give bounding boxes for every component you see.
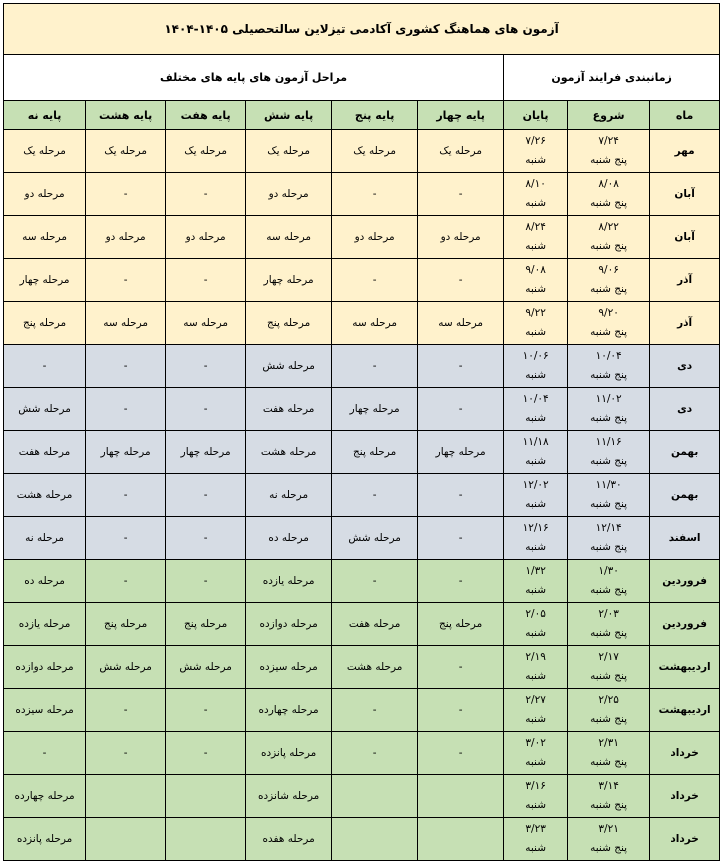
stage-cell-g7: -	[166, 474, 246, 517]
table-row	[4, 732, 720, 775]
stage-cell-g4: -	[418, 259, 504, 302]
start-day: پنج شنبه	[590, 412, 628, 424]
schedule-table	[3, 3, 720, 861]
month-cell: دی	[650, 388, 720, 431]
end-cell	[504, 517, 568, 560]
stage-cell-g7: مرحله سه	[166, 302, 246, 345]
stage-cell-g6: مرحله سیزده	[246, 646, 332, 689]
stage-cell-g8: -	[86, 689, 166, 732]
end-day: شنبه	[525, 799, 546, 811]
table-row	[4, 560, 720, 603]
table-row	[4, 646, 720, 689]
end-cell	[504, 560, 568, 603]
stage-cell-g4: مرحله پنج	[418, 603, 504, 646]
start-date: ۲/۲۵	[598, 694, 619, 706]
start-cell	[568, 388, 650, 431]
stage-cell-g5: -	[332, 173, 418, 216]
section-schedule-header: زمانبندی فرایند آزمون	[504, 55, 720, 101]
month-cell: خرداد	[650, 775, 720, 818]
table-row	[4, 345, 720, 388]
stage-cell-g5: -	[332, 345, 418, 388]
end-cell	[504, 818, 568, 861]
stage-cell-g5: -	[332, 560, 418, 603]
end-date: ۱۲/۰۲	[522, 479, 549, 491]
stage-cell-g8	[86, 818, 166, 861]
start-day: پنج شنبه	[590, 154, 628, 166]
stage-cell-g6: مرحله هفت	[246, 388, 332, 431]
table-row	[4, 130, 720, 173]
month-cell: خرداد	[650, 732, 720, 775]
table-row	[4, 259, 720, 302]
stage-cell-g6: مرحله یازده	[246, 560, 332, 603]
start-cell	[568, 517, 650, 560]
stage-cell-g7: -	[166, 689, 246, 732]
stage-cell-g8: -	[86, 474, 166, 517]
stage-cell-g8: -	[86, 173, 166, 216]
end-day: شنبه	[525, 756, 546, 768]
stage-cell-g4: مرحله سه	[418, 302, 504, 345]
month-cell: فروردین	[650, 603, 720, 646]
start-cell	[568, 259, 650, 302]
stage-cell-g6: مرحله چهارده	[246, 689, 332, 732]
end-date: ۱۲/۱۶	[522, 522, 549, 534]
stage-cell-g4	[418, 818, 504, 861]
stage-cell-g4: -	[418, 646, 504, 689]
stage-cell-g6: مرحله چهار	[246, 259, 332, 302]
stage-cell-g6: مرحله پانزده	[246, 732, 332, 775]
stage-cell-g9: مرحله دو	[4, 173, 86, 216]
end-day: شنبه	[525, 197, 546, 209]
end-cell	[504, 646, 568, 689]
stage-cell-g7: -	[166, 345, 246, 388]
stage-cell-g7: -	[166, 173, 246, 216]
stage-cell-g5: مرحله سه	[332, 302, 418, 345]
stage-cell-g5: مرحله شش	[332, 517, 418, 560]
stage-cell-g5: مرحله هشت	[332, 646, 418, 689]
stage-cell-g7: -	[166, 388, 246, 431]
end-day: شنبه	[525, 584, 546, 596]
stage-cell-g6: مرحله دوازده	[246, 603, 332, 646]
stage-cell-g9: مرحله پنج	[4, 302, 86, 345]
start-cell	[568, 818, 650, 861]
start-cell	[568, 474, 650, 517]
stage-cell-g7	[166, 818, 246, 861]
stage-cell-g5: مرحله هفت	[332, 603, 418, 646]
end-date: ۹/۲۲	[525, 307, 546, 319]
start-day: پنج شنبه	[590, 283, 628, 295]
stage-cell-g8: مرحله دو	[86, 216, 166, 259]
start-date: ۹/۲۰	[598, 307, 619, 319]
month-cell: آبان	[650, 216, 720, 259]
stage-cell-g6: مرحله شانزده	[246, 775, 332, 818]
stage-cell-g4: -	[418, 474, 504, 517]
stage-cell-g9: -	[4, 732, 86, 775]
stage-cell-g4: -	[418, 517, 504, 560]
stage-cell-g4: مرحله چهار	[418, 431, 504, 474]
end-date: ۳/۲۳	[525, 823, 546, 835]
table-row	[4, 173, 720, 216]
stage-cell-g6: مرحله شش	[246, 345, 332, 388]
month-cell: اردیبهشت	[650, 646, 720, 689]
end-date: ۳/۰۲	[525, 737, 546, 749]
stage-cell-g8: -	[86, 259, 166, 302]
stage-cell-g9: مرحله یک	[4, 130, 86, 173]
start-cell	[568, 345, 650, 388]
stage-cell-g9: مرحله شش	[4, 388, 86, 431]
table-row	[4, 603, 720, 646]
end-cell	[504, 216, 568, 259]
end-cell	[504, 775, 568, 818]
stage-cell-g4: -	[418, 560, 504, 603]
stage-cell-g8: مرحله پنج	[86, 603, 166, 646]
stage-cell-g5: -	[332, 259, 418, 302]
section-stages-header: مراحل آزمون های پایه های مختلف	[4, 55, 504, 101]
end-day: شنبه	[525, 541, 546, 553]
stage-cell-g7: مرحله دو	[166, 216, 246, 259]
col-header-grade-8: پایه هشت	[86, 101, 166, 130]
stage-cell-g4: -	[418, 345, 504, 388]
start-day: پنج شنبه	[590, 713, 628, 725]
col-header-grade-7: پایه هفت	[166, 101, 246, 130]
stage-cell-g8: -	[86, 517, 166, 560]
stage-cell-g9: مرحله پانزده	[4, 818, 86, 861]
start-date: ۱۲/۱۴	[595, 522, 622, 534]
table-row	[4, 689, 720, 732]
start-cell	[568, 732, 650, 775]
stage-cell-g8: -	[86, 732, 166, 775]
col-header-end: پایان	[504, 101, 568, 130]
end-date: ۲/۲۷	[525, 694, 546, 706]
start-date: ۸/۰۸	[598, 178, 619, 190]
stage-cell-g6: مرحله پنج	[246, 302, 332, 345]
month-cell: آذر	[650, 259, 720, 302]
end-day: شنبه	[525, 670, 546, 682]
start-date: ۱۰/۰۴	[595, 350, 622, 362]
table-row	[4, 431, 720, 474]
end-date: ۲/۱۹	[525, 651, 546, 663]
start-cell	[568, 130, 650, 173]
start-day: پنج شنبه	[590, 197, 628, 209]
end-cell	[504, 130, 568, 173]
start-cell	[568, 216, 650, 259]
col-header-grade-9: پایه نه	[4, 101, 86, 130]
exam-schedule	[3, 3, 719, 861]
stage-cell-g6: مرحله ده	[246, 517, 332, 560]
end-date: ۹/۰۸	[525, 264, 546, 276]
end-cell	[504, 302, 568, 345]
end-cell	[504, 431, 568, 474]
stage-cell-g8: مرحله سه	[86, 302, 166, 345]
table-row	[4, 818, 720, 861]
end-day: شنبه	[525, 283, 546, 295]
start-cell	[568, 689, 650, 732]
stage-cell-g4	[418, 775, 504, 818]
start-day: پنج شنبه	[590, 326, 628, 338]
start-day: پنج شنبه	[590, 842, 628, 854]
start-day: پنج شنبه	[590, 541, 628, 553]
end-day: شنبه	[525, 713, 546, 725]
stage-cell-g5: مرحله پنج	[332, 431, 418, 474]
stage-cell-g4: -	[418, 689, 504, 732]
start-date: ۲/۳۱	[598, 737, 619, 749]
stage-cell-g5: مرحله چهار	[332, 388, 418, 431]
start-date: ۱۱/۰۲	[595, 393, 622, 405]
stage-cell-g8: مرحله یک	[86, 130, 166, 173]
table-row	[4, 388, 720, 431]
start-cell	[568, 431, 650, 474]
stage-cell-g4: -	[418, 732, 504, 775]
start-date: ۷/۲۴	[598, 135, 619, 147]
start-cell	[568, 302, 650, 345]
start-date: ۲/۰۳	[598, 608, 619, 620]
stage-cell-g9: مرحله چهار	[4, 259, 86, 302]
end-date: ۱۱/۱۸	[522, 436, 549, 448]
end-day: شنبه	[525, 455, 546, 467]
stage-cell-g7: مرحله شش	[166, 646, 246, 689]
stage-cell-g5: -	[332, 732, 418, 775]
col-header-grade-6: پایه شش	[246, 101, 332, 130]
start-date: ۱/۳۰	[598, 565, 619, 577]
month-cell: فروردین	[650, 560, 720, 603]
start-date: ۸/۲۲	[598, 221, 619, 233]
start-date: ۱۱/۳۰	[595, 479, 622, 491]
stage-cell-g6: مرحله یک	[246, 130, 332, 173]
stage-cell-g4: مرحله یک	[418, 130, 504, 173]
month-cell: مهر	[650, 130, 720, 173]
stage-cell-g9: مرحله دوازده	[4, 646, 86, 689]
stage-cell-g8: -	[86, 345, 166, 388]
col-header-grade-4: پایه چهار	[418, 101, 504, 130]
stage-cell-g7: مرحله چهار	[166, 431, 246, 474]
col-header-month: ماه	[650, 101, 720, 130]
month-cell: خرداد	[650, 818, 720, 861]
month-cell: اسفند	[650, 517, 720, 560]
end-day: شنبه	[525, 498, 546, 510]
month-cell: آبان	[650, 173, 720, 216]
start-cell	[568, 603, 650, 646]
stage-cell-g7: -	[166, 517, 246, 560]
stage-cell-g9: -	[4, 345, 86, 388]
start-day: پنج شنبه	[590, 627, 628, 639]
end-cell	[504, 689, 568, 732]
start-date: ۳/۲۱	[598, 823, 619, 835]
stage-cell-g5: مرحله یک	[332, 130, 418, 173]
column-header-row	[4, 101, 720, 130]
end-date: ۸/۲۴	[525, 221, 546, 233]
start-day: پنج شنبه	[590, 670, 628, 682]
end-day: شنبه	[525, 842, 546, 854]
month-cell: اردیبهشت	[650, 689, 720, 732]
page-title: آزمون های هماهنگ کشوری آکادمی تیزلاین سالتحصیلی ۱۴۰۵-۱۴۰۴	[4, 4, 720, 55]
stage-cell-g4: مرحله دو	[418, 216, 504, 259]
start-day: پنج شنبه	[590, 498, 628, 510]
stage-cell-g6: مرحله هشت	[246, 431, 332, 474]
end-cell	[504, 173, 568, 216]
stage-cell-g4: -	[418, 388, 504, 431]
end-date: ۱۰/۰۴	[522, 393, 549, 405]
stage-cell-g8: مرحله شش	[86, 646, 166, 689]
stage-cell-g7: مرحله یک	[166, 130, 246, 173]
col-header-start: شروع	[568, 101, 650, 130]
end-day: شنبه	[525, 369, 546, 381]
start-date: ۳/۱۴	[598, 780, 619, 792]
table-row	[4, 216, 720, 259]
stage-cell-g9: مرحله سیزده	[4, 689, 86, 732]
start-day: پنج شنبه	[590, 369, 628, 381]
stage-cell-g5: مرحله دو	[332, 216, 418, 259]
end-date: ۲/۰۵	[525, 608, 546, 620]
stage-cell-g5: -	[332, 474, 418, 517]
stage-cell-g8: مرحله چهار	[86, 431, 166, 474]
stage-cell-g6: مرحله دو	[246, 173, 332, 216]
stage-cell-g7: -	[166, 732, 246, 775]
end-date: ۷/۲۶	[525, 135, 546, 147]
month-cell: بهمن	[650, 431, 720, 474]
stage-cell-g7: -	[166, 560, 246, 603]
stage-cell-g6: مرحله هفده	[246, 818, 332, 861]
stage-cell-g9: مرحله هفت	[4, 431, 86, 474]
end-day: شنبه	[525, 627, 546, 639]
table-row	[4, 474, 720, 517]
end-cell	[504, 732, 568, 775]
stage-cell-g9: مرحله نه	[4, 517, 86, 560]
end-cell	[504, 388, 568, 431]
stage-cell-g8: -	[86, 388, 166, 431]
stage-cell-g5: -	[332, 689, 418, 732]
start-date: ۱۱/۱۶	[595, 436, 622, 448]
month-cell: بهمن	[650, 474, 720, 517]
stage-cell-g5	[332, 775, 418, 818]
end-date: ۳/۱۶	[525, 780, 546, 792]
stage-cell-g5	[332, 818, 418, 861]
stage-cell-g7	[166, 775, 246, 818]
end-date: ۱/۳۲	[525, 565, 546, 577]
end-day: شنبه	[525, 412, 546, 424]
stage-cell-g7: -	[166, 259, 246, 302]
start-cell	[568, 560, 650, 603]
stage-cell-g6: مرحله سه	[246, 216, 332, 259]
start-cell	[568, 775, 650, 818]
month-cell: آذر	[650, 302, 720, 345]
end-date: ۱۰/۰۶	[522, 350, 549, 362]
stage-cell-g9: مرحله هشت	[4, 474, 86, 517]
start-date: ۲/۱۷	[598, 651, 619, 663]
stage-cell-g6: مرحله نه	[246, 474, 332, 517]
end-cell	[504, 259, 568, 302]
start-cell	[568, 173, 650, 216]
stage-cell-g8	[86, 775, 166, 818]
start-date: ۹/۰۶	[598, 264, 619, 276]
end-cell	[504, 474, 568, 517]
stage-cell-g4: -	[418, 173, 504, 216]
start-day: پنج شنبه	[590, 584, 628, 596]
stage-cell-g7: مرحله پنج	[166, 603, 246, 646]
start-day: پنج شنبه	[590, 455, 628, 467]
end-cell	[504, 345, 568, 388]
start-day: پنج شنبه	[590, 799, 628, 811]
end-date: ۸/۱۰	[525, 178, 546, 190]
stage-cell-g8: -	[86, 560, 166, 603]
end-day: شنبه	[525, 326, 546, 338]
stage-cell-g9: مرحله یازده	[4, 603, 86, 646]
month-cell: دی	[650, 345, 720, 388]
table-row	[4, 302, 720, 345]
end-day: شنبه	[525, 154, 546, 166]
end-day: شنبه	[525, 240, 546, 252]
start-cell	[568, 646, 650, 689]
table-row	[4, 517, 720, 560]
stage-cell-g9: مرحله چهارده	[4, 775, 86, 818]
start-day: پنج شنبه	[590, 240, 628, 252]
stage-cell-g9: مرحله ده	[4, 560, 86, 603]
stage-cell-g9: مرحله سه	[4, 216, 86, 259]
end-cell	[504, 603, 568, 646]
col-header-grade-5: پایه پنج	[332, 101, 418, 130]
start-day: پنج شنبه	[590, 756, 628, 768]
table-row	[4, 775, 720, 818]
